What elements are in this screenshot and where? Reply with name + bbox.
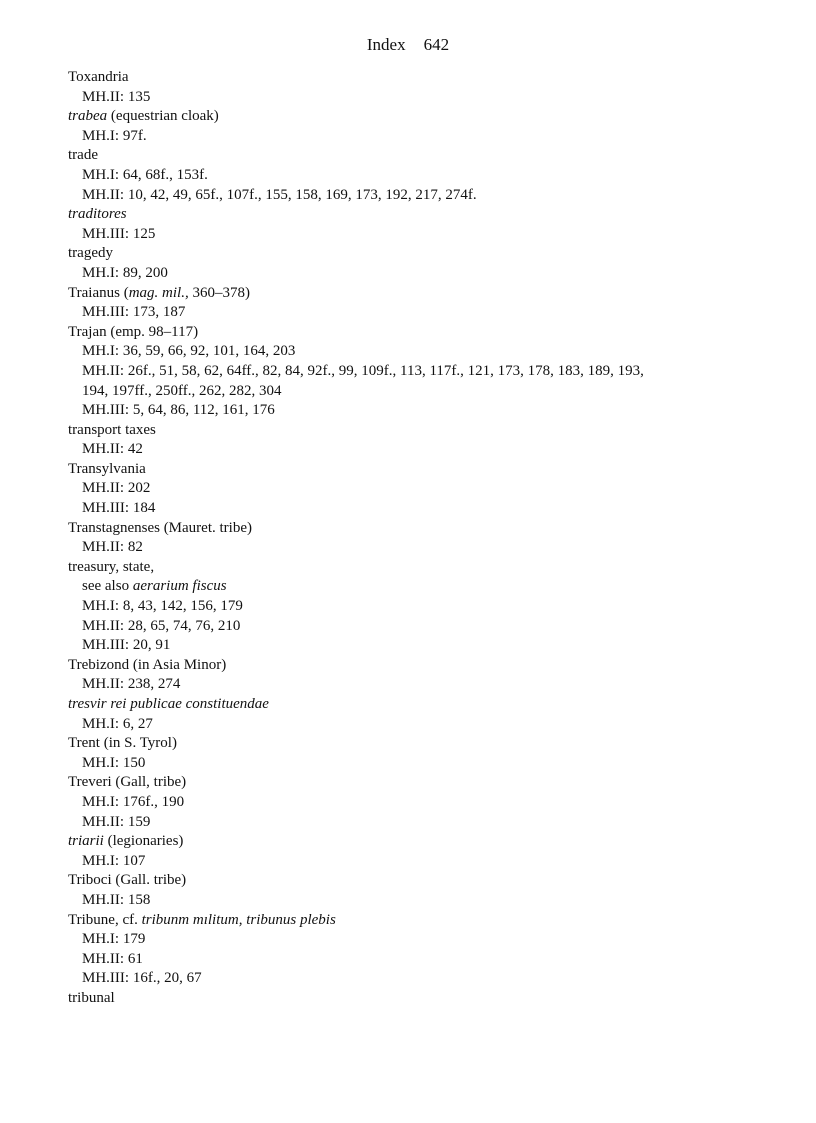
entry-reference: MH.II: 159 [82, 813, 151, 830]
index-entry [68, 284, 768, 323]
entry-term [68, 205, 768, 225]
index-entry [68, 989, 768, 1009]
entry-reference: MH.III: 184 [82, 500, 156, 517]
entry-reference: MH.I: 97f. [82, 127, 147, 144]
entry-term-italic: triarii [68, 833, 104, 850]
entry-term: Transylvania [68, 460, 146, 477]
index-entry [68, 832, 768, 871]
entry-term: tribunal [68, 989, 115, 1006]
entry-reference: MH.I: 107 [82, 852, 146, 869]
entry-reference: MH.I: 8, 43, 142, 156, 179 [82, 598, 243, 615]
index-entry [68, 695, 768, 734]
entry-term: Trajan (emp. 98–117) [68, 323, 199, 340]
index-entry [68, 871, 768, 910]
entry-reference: MH.I: 64, 68f., 153f. [82, 166, 208, 183]
entry-reference: MH.I: 179 [82, 931, 146, 948]
entry-term-rest: (equestrian cloak) [107, 108, 219, 125]
entry-term: tragedy [68, 245, 113, 262]
entry-reference: MH.III: 173, 187 [82, 304, 186, 321]
entry-reference: MH.III: 125 [82, 225, 156, 242]
entry-reference: MH.II: 82 [82, 539, 143, 556]
index-entry [68, 558, 768, 656]
entry-term: trade [68, 147, 98, 164]
entry-reference: MH.I: 176f., 190 [82, 793, 185, 810]
page-number: 642 [423, 35, 450, 54]
entry-term-italic: traditores [68, 206, 127, 223]
entry-reference: MH.II: 135 [82, 88, 151, 105]
entry-reference: MH.I: 36, 59, 66, 92, 101, 164, 203 [82, 343, 296, 360]
entry-reference: MH.II: 26f., 51, 58, 62, 64ff., 82, 84, 92f., 99, 109f., 113, 117f., 121, 173, 178, 183, 189, 193, [82, 362, 644, 379]
index-entry [68, 146, 768, 205]
entry-term-pre: Tribune, cf. [68, 911, 142, 928]
index-entry [68, 205, 768, 244]
index-entry [68, 244, 768, 283]
index-list [68, 68, 768, 1009]
page-header-title: Index [366, 35, 406, 54]
entry-term-italic: tresvir rei publicae constituendae [68, 696, 269, 712]
entry-term [68, 107, 768, 127]
index-entry [68, 460, 768, 519]
entry-reference-continued: 194, 197ff., 250ff., 262, 282, 304 [82, 382, 282, 399]
index-entry [68, 519, 768, 558]
entry-term [68, 284, 768, 304]
index-entry [68, 734, 768, 773]
entry-reference: MH.II: 238, 274 [82, 676, 181, 693]
index-entry [68, 656, 768, 695]
entry-reference: MH.II: 158 [82, 891, 151, 908]
entry-reference: MH.II: 28, 65, 74, 76, 210 [82, 617, 241, 634]
entry-reference: MH.III: 20, 91 [82, 637, 171, 654]
page-header [0, 34, 816, 56]
entry-term [68, 695, 768, 715]
index-entry [68, 911, 768, 989]
entry-term: Triboci (Gall. tribe) [68, 872, 187, 889]
index-entry [68, 773, 768, 832]
index-entry [68, 323, 768, 421]
entry-reference: MH.I: 89, 200 [82, 264, 168, 281]
see-also-label: see also [82, 578, 133, 595]
entry-term: Trent (in S. Tyrol) [68, 735, 177, 752]
entry-reference: MH.II: 61 [82, 950, 143, 967]
entry-term-rest: (legionaries) [103, 833, 184, 850]
see-also-reference [68, 577, 768, 597]
entry-reference: MH.II: 202 [82, 480, 151, 497]
entry-term-italic: trabea [68, 108, 108, 125]
entry-term: Toxandria [68, 69, 129, 85]
entry-term-rest: 360–378) [188, 284, 250, 301]
entry-reference: MH.I: 150 [82, 754, 146, 771]
entry-term-italic: mag. mil., [128, 284, 189, 301]
entry-term: Treveri (Gall, tribe) [68, 774, 187, 791]
see-also-term: aerarium fiscus [132, 578, 227, 595]
entry-term: treasury, state, [68, 558, 155, 575]
entry-term: Transtagnenses (Mauret. tribe) [68, 519, 252, 536]
entry-reference: MH.I: 6, 27 [82, 715, 153, 732]
entry-term-pre: Traianus ( [68, 284, 129, 301]
entry-term: transport taxes [68, 421, 156, 438]
entry-reference: MH.II: 10, 42, 49, 65f., 107f., 155, 158, 169, 173, 192, 217, 274f. [82, 186, 477, 203]
entry-term: Trebizond (in Asia Minor) [68, 656, 227, 673]
entry-term-italic: tribunm mılitum, tribunus plebis [141, 911, 336, 928]
index-entry [68, 107, 768, 146]
index-entry [68, 68, 768, 107]
entry-reference: MH.III: 16f., 20, 67 [82, 970, 202, 987]
index-entry [68, 421, 768, 460]
entry-reference: MH.II: 42 [82, 441, 143, 458]
entry-term [68, 832, 768, 852]
entry-term [68, 911, 768, 931]
entry-reference: MH.III: 5, 64, 86, 112, 161, 176 [82, 402, 275, 419]
